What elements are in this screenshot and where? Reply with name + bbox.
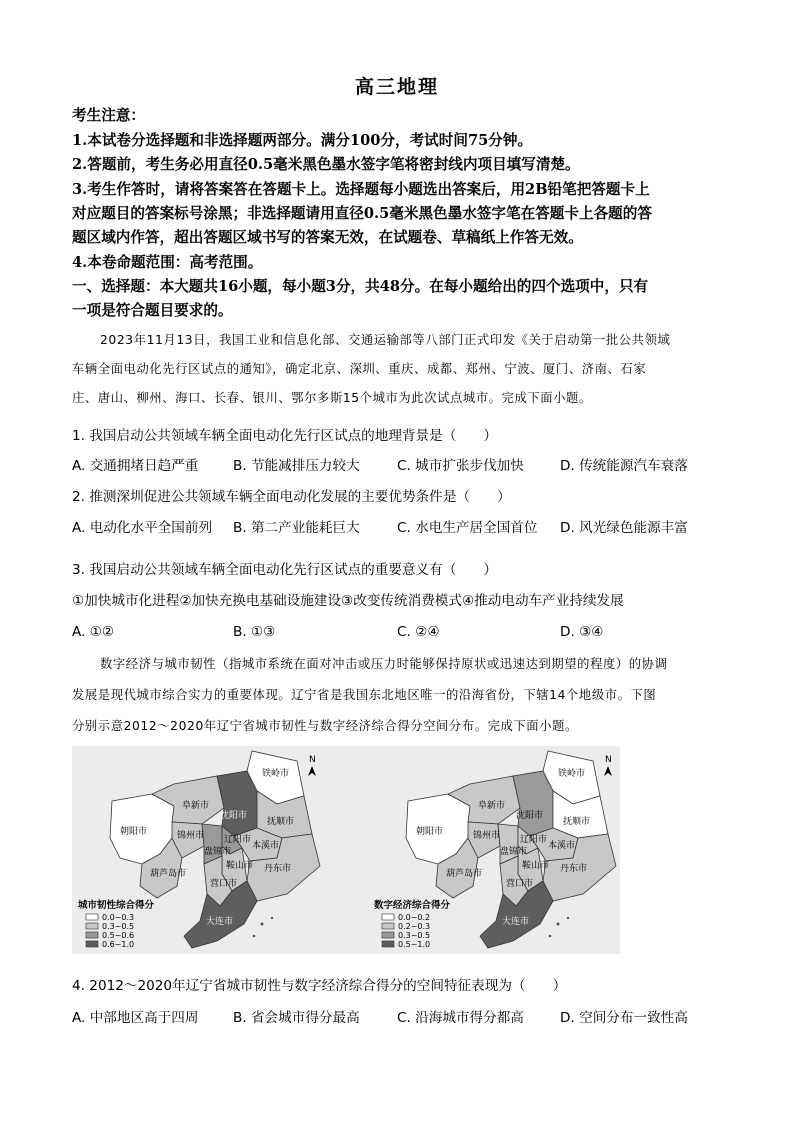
city-label: 沈阳市	[516, 811, 544, 821]
legend-label: 0.3~0.5	[398, 931, 431, 940]
question-3-option-c[interactable]: C. ②④	[397, 624, 440, 640]
city-label: 阜新市	[182, 801, 210, 811]
section-heading-line-2: 一项是符合题目要求的。	[72, 302, 233, 319]
city-label: 辽阳市	[224, 835, 252, 845]
passage-2-line-1: 数字经济与城市韧性（指城市系统在面对冲击或压力时能够保持原状或迅速达到期望的程度）的协调	[100, 657, 668, 671]
legend-title: 数字经济综合得分	[374, 900, 451, 911]
legend-label: 0.5~0.6	[102, 931, 135, 940]
question-2-option-c[interactable]: C. 水电生产居全国首位	[397, 520, 538, 536]
city-label: 锦州市	[473, 831, 501, 841]
question-4-option-a[interactable]: A. 中部地区高于四周	[72, 1010, 199, 1026]
region-shenyang	[513, 771, 553, 836]
notice-heading: 考生注意：	[72, 107, 145, 124]
city-label: 鞍山市	[226, 861, 254, 871]
notice-item-1: 1.本试卷分选择题和非选择题两部分。满分100分，考试时间75分钟。	[72, 132, 533, 149]
notice-item-2: 2.答题前，考生务必用直径0.5毫米黑色墨水签字笔将密封线内项目填写清楚。	[72, 156, 580, 173]
city-label: 铁岭市	[262, 769, 290, 779]
question-3-stem: 3. 我国启动公共领域车辆全面电动化先行区试点的重要意义有（ ）	[72, 562, 498, 578]
legend-swatch	[382, 932, 394, 938]
city-label: 锦州市	[177, 831, 205, 841]
question-4-option-b[interactable]: B. 省会城市得分最高	[233, 1010, 360, 1026]
island	[253, 935, 256, 938]
north-label: N	[605, 755, 612, 765]
legend-swatch	[382, 941, 394, 947]
region-shenyang	[217, 771, 257, 836]
city-label: 葫芦岛市	[150, 869, 187, 879]
city-label: 大连市	[502, 917, 530, 927]
city-label: 丹东市	[560, 864, 588, 874]
island	[567, 917, 569, 919]
island	[261, 923, 264, 926]
notice-item-3-line-2: 对应题目的答案标号涂黑；非选择题请用直径0.5毫米黑色墨水签字笔在答题卡上各题的答	[72, 205, 652, 222]
passage-1-line-1: 2023年11月13日，我国工业和信息化部、交通运输部等八部门正式印发《关于启动第一批公共领域	[100, 333, 671, 347]
maps-figure	[72, 746, 620, 954]
question-3-statements: ①加快城市化进程②加快充换电基础设施建设③改变传统消费模式④推动电动车产业持续发展	[72, 593, 624, 609]
legend-swatch	[86, 932, 98, 938]
section-heading-line-1: 一、选择题：本大题共16小题，每小题3分，共48分。在每小题给出的四个选项中，只有	[72, 278, 649, 295]
city-label: 盘锦市	[500, 847, 528, 857]
legend-label: 0.0~0.2	[398, 913, 431, 922]
question-1-option-c[interactable]: C. 城市扩张步伐加快	[397, 458, 524, 474]
city-label: 盘锦市	[204, 847, 232, 857]
question-2-option-b[interactable]: B. 第二产业能耗巨大	[233, 520, 360, 536]
question-3-option-b[interactable]: B. ①③	[233, 624, 276, 640]
question-1-option-d[interactable]: D. 传统能源汽车衰落	[560, 458, 688, 474]
legend-title: 城市韧性综合得分	[78, 900, 155, 911]
city-label: 抚顺市	[267, 817, 295, 827]
question-1-option-a[interactable]: A. 交通拥堵日趋严重	[72, 458, 199, 474]
legend-swatch	[382, 914, 394, 920]
question-4-option-c[interactable]: C. 沿海城市得分都高	[397, 1010, 524, 1026]
legend-label: 0.0~0.3	[102, 913, 135, 922]
legend-label: 0.2~0.3	[398, 922, 431, 931]
island	[271, 917, 273, 919]
city-label: 丹东市	[264, 864, 292, 874]
legend-swatch	[382, 923, 394, 929]
city-label: 朝阳市	[120, 827, 148, 837]
legend-label: 0.5~1.0	[398, 940, 431, 949]
city-label: 铁岭市	[558, 769, 586, 779]
city-label: 大连市	[206, 917, 234, 927]
island	[549, 935, 552, 938]
city-label: 朝阳市	[416, 827, 444, 837]
legend-label: 0.3~0.5	[102, 922, 135, 931]
city-label: 鞍山市	[522, 861, 550, 871]
passage-2-line-3: 分别示意2012～2020年辽宁省城市韧性与数字经济综合得分空间分布。完成下面小题。	[72, 719, 578, 733]
question-3-option-d[interactable]: D. ③④	[560, 624, 604, 640]
city-label: 辽阳市	[520, 835, 548, 845]
notice-item-3-line-1: 3.考生作答时，请将答案答在答题卡上。选择题每小题选出答案后，用2B铅笔把答题卡上	[72, 181, 650, 198]
question-4-option-d[interactable]: D. 空间分布一致性高	[560, 1010, 688, 1026]
notice-item-4: 4.本卷命题范围：高考范围。	[72, 254, 263, 271]
question-2-stem: 2. 推测深圳促进公共领域车辆全面电动化发展的主要优势条件是（ ）	[72, 489, 511, 505]
city-label: 本溪市	[252, 841, 280, 851]
question-1-stem: 1. 我国启动公共领域车辆全面电动化先行区试点的地理背景是（ ）	[72, 428, 498, 444]
north-label: N	[309, 755, 316, 765]
legend-swatch	[86, 941, 98, 947]
question-2-option-d[interactable]: D. 风光绿色能源丰富	[560, 520, 688, 536]
page-title: 高三地理	[354, 76, 439, 98]
passage-1-line-3: 庄、唐山、柳州、海口、长春、银川、鄂尔多斯15个城市为此次试点城市。完成下面小题。	[72, 391, 592, 405]
city-label: 营口市	[506, 879, 534, 889]
city-label: 抚顺市	[563, 817, 591, 827]
city-label: 沈阳市	[220, 811, 248, 821]
city-label: 营口市	[210, 879, 238, 889]
legend-swatch	[86, 923, 98, 929]
question-4-stem: 4. 2012～2020年辽宁省城市韧性与数字经济综合得分的空间特征表现为（ ）	[72, 978, 567, 994]
question-2-option-a[interactable]: A. 电动化水平全国前列	[72, 520, 213, 536]
question-3-option-a[interactable]: A. ①②	[72, 624, 115, 640]
passage-2-line-2: 发展是现代城市综合实力的重要体现。辽宁省是我国东北地区唯一的沿海省份，下辖14个地级市。下图	[72, 688, 657, 702]
city-label: 本溪市	[548, 841, 576, 851]
passage-1-line-2: 车辆全面电动化先行区试点的通知》，确定北京、深圳、重庆、成都、郑州、宁波、厦门、济南、石家	[72, 362, 647, 376]
legend-label: 0.6~1.0	[102, 940, 135, 949]
legend-swatch	[86, 914, 98, 920]
question-1-option-b[interactable]: B. 节能减排压力较大	[233, 458, 360, 474]
city-label: 葫芦岛市	[446, 869, 483, 879]
notice-item-3-line-3: 题区域内作答，超出答题区域书写的答案无效，在试题卷、草稿纸上作答无效。	[72, 229, 583, 246]
island	[557, 923, 560, 926]
city-label: 阜新市	[478, 801, 506, 811]
